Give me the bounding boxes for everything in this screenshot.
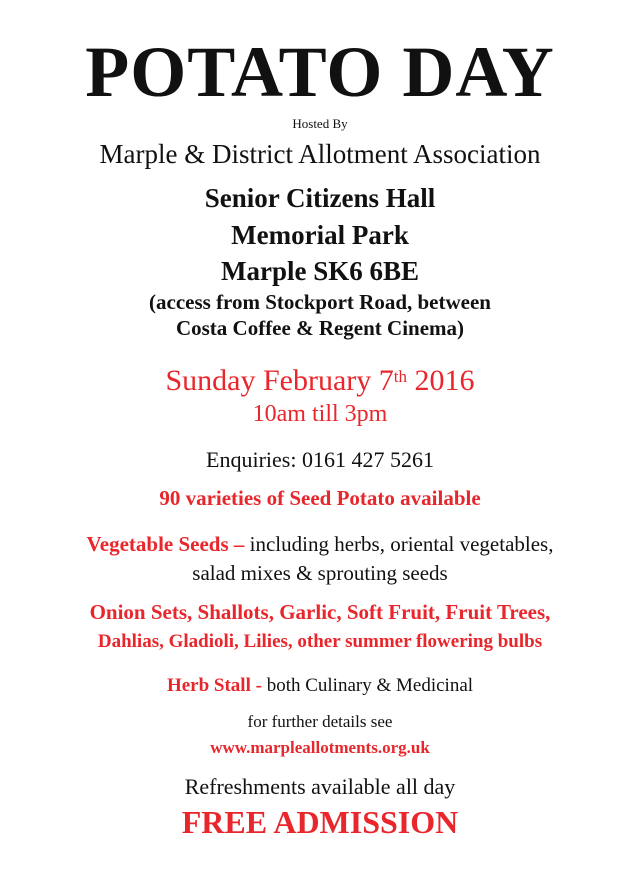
vegetable-seeds-label: Vegetable Seeds – bbox=[86, 532, 245, 556]
website-link[interactable]: www.marpleallotments.org.uk bbox=[210, 738, 430, 757]
event-date-day: Sunday February 7 bbox=[165, 364, 394, 397]
bulbs-line2: Dahlias, Gladioli, Lilies, other summer flowering bulbs bbox=[97, 631, 543, 652]
herb-stall-label: Herb Stall - bbox=[166, 675, 262, 696]
event-date-year: 2016 bbox=[407, 364, 475, 397]
event-time: 10am till 3pm bbox=[252, 401, 388, 427]
page-title: POTATO DAY bbox=[85, 32, 555, 112]
vegetable-seeds-line1 bbox=[0, 534, 640, 555]
access-note-line2: Costa Coffee & Regent Cinema) bbox=[175, 316, 465, 340]
venue-name: Senior Citizens Hall bbox=[204, 183, 436, 213]
event-date bbox=[0, 366, 640, 396]
seed-potato-varieties: 90 varieties of Seed Potato available bbox=[159, 486, 481, 510]
herb-stall-text: both Culinary & Medicinal bbox=[261, 675, 474, 696]
venue-postcode: Marple SK6 6BE bbox=[220, 256, 419, 286]
hosted-by-label: Hosted By bbox=[292, 116, 348, 131]
vegetable-seeds-text: including herbs, oriental vegetables, bbox=[244, 532, 554, 556]
onion-sets-line1: Onion Sets, Shallots, Garlic, Soft Fruit, Fruit Trees, bbox=[89, 600, 551, 624]
further-details-label: for further details see bbox=[247, 712, 393, 731]
herb-stall bbox=[0, 676, 640, 695]
event-date-ordinal: th bbox=[393, 367, 408, 386]
vegetable-seeds-line2: salad mixes & sprouting seeds bbox=[192, 561, 448, 585]
refreshments-note: Refreshments available all day bbox=[184, 774, 456, 799]
venue-park: Memorial Park bbox=[231, 220, 409, 250]
access-note-line1: (access from Stockport Road, between bbox=[149, 290, 491, 314]
enquiries-phone: Enquiries: 0161 427 5261 bbox=[206, 447, 434, 472]
free-admission: FREE ADMISSION bbox=[181, 804, 459, 840]
association-name: Marple & District Allotment Association bbox=[99, 139, 541, 169]
